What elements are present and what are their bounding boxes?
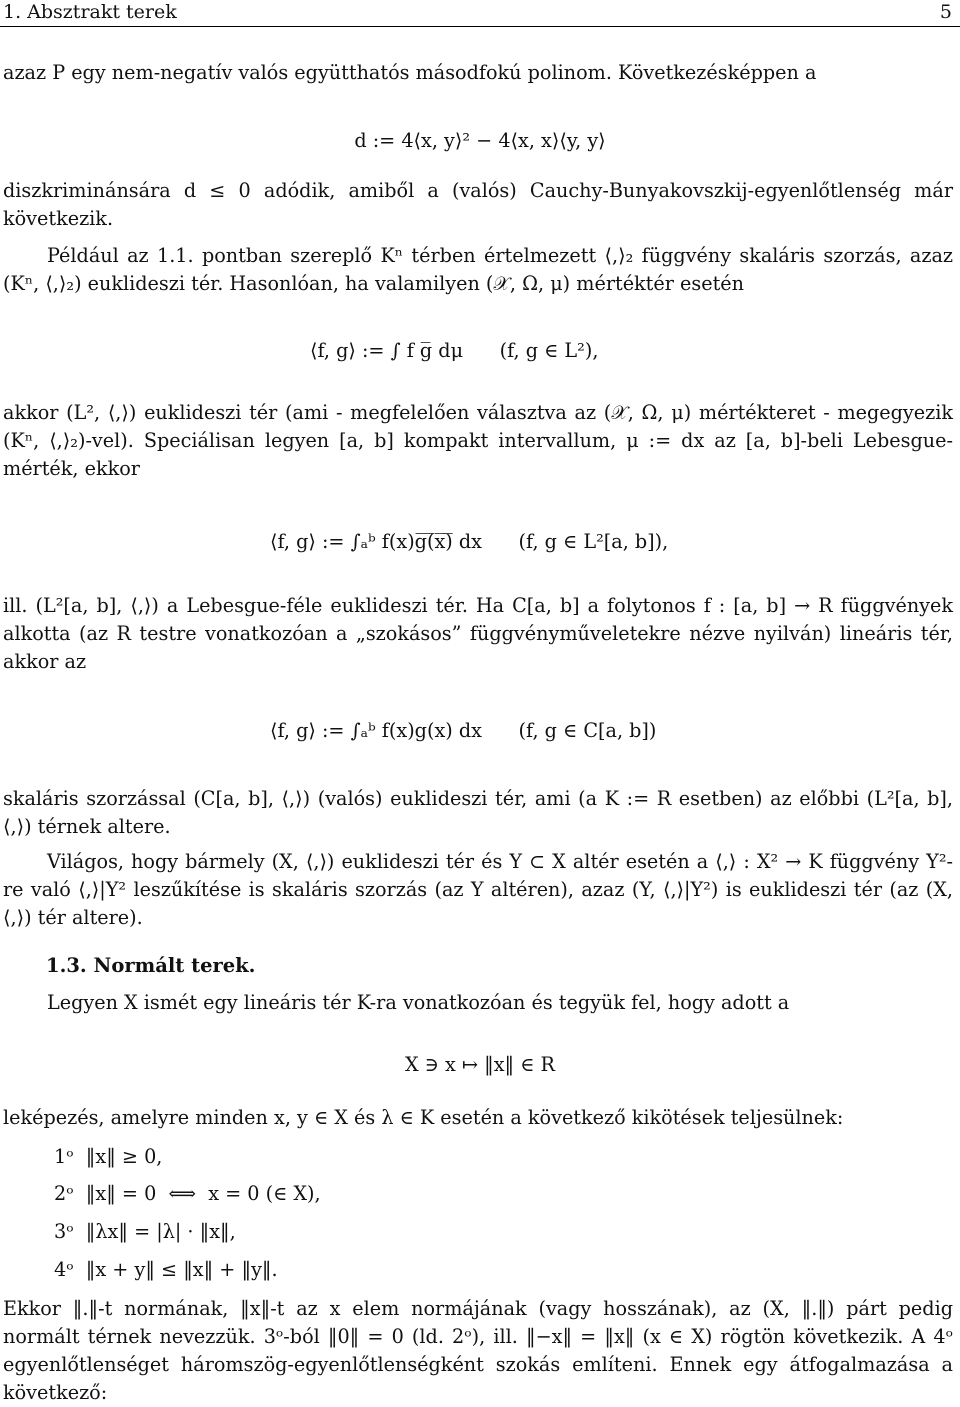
paragraph-5: ill. (L²[a, b], ⟨,⟩) a Lebesgue-féle euklideszi tér. Ha C[a, b] a folytonos f : [a, b] → R függvények alkotta (az R testre vonatkozóan a „szokásos” függvényműveletekre nézve nyilván) lineáris tér, akkor az [3, 594, 953, 673]
paragraph-2: diszkriminánsára d ≤ 0 adódik, amiből a (valós) Cauchy-Bunyakovszkij-egyenlőtlenség már következik. [3, 179, 953, 230]
equation-lebesgue-product: ⟨f, g⟩ := ∫ₐᵇ f(x)g̅(̅x̅)̅ dx (f, g ∈ L²[a, b]), [270, 530, 669, 553]
page-number: 5 [939, 1, 952, 23]
paragraph-3: Például az 1.1. pontban szereplő Kⁿ térben értelmezett ⟨,⟩₂ függvény skaláris szorzás, azaz (Kⁿ, ⟨,⟩₂) euklideszi tér. Hasonlóan, ha valamilyen (𝒳, Ω, μ) mértéktér esetén [3, 244, 953, 295]
paragraph-4: akkor (L², ⟨,⟩) euklideszi tér (ami - megfelelően választva az (𝒳, Ω, μ) mértékteret - megegyezik (Kⁿ, ⟨,⟩₂)-vel). Speciálisan legyen [a, b] kompakt intervallum, μ := dx az [a, b]-beli Lebesgue-mérték, ekkor [3, 401, 953, 480]
section-title: 1.3. Normált terek. [46, 954, 256, 977]
norm-axiom-2: 2ᵒ ‖x‖ = 0 ⟺ x = 0 (∈ X), [54, 1182, 321, 1205]
norm-axiom-3: 3ᵒ ‖λx‖ = |λ| · ‖x‖, [54, 1220, 236, 1243]
paragraph-7: Világos, hogy bármely (X, ⟨,⟩) euklideszi tér és Y ⊂ X altér esetén a ⟨,⟩ : X² → K függvény Y²-re való ⟨,⟩|Y² leszűkítése is skaláris szorzás (az Y altéren), azaz (Y, ⟨,⟩|Y²) is euklideszi tér (az (X, ⟨,⟩) tér altere). [3, 850, 953, 929]
paragraph-10: Ekkor ‖.‖-t normának, ‖x‖-t az x elem normájának (vagy hosszának), az (X, ‖.‖) párt pedig normált térnek nevezzük. 3ᵒ-ból ‖0‖ = 0 (ld. 2ᵒ), ill. ‖−x‖ = ‖x‖ (x ∈ X) rögtön következik. A 4ᵒ egyenlőtlenséget háromszög-egyenlőtlenségként szokás említeni. Ennek egy átfogalmazása a következő: [3, 1297, 953, 1404]
equation-l2-product: ⟨f, g⟩ := ∫ f g̅ dμ (f, g ∈ L²), [310, 339, 599, 362]
paragraph-1: azaz P egy nem-negatív valós együtthatós másodfokú polinom. Következésképpen a [3, 61, 817, 84]
equation-norm-map: X ∋ x ↦ ‖x‖ ∈ R [404, 1053, 555, 1076]
norm-axiom-1: 1ᵒ ‖x‖ ≥ 0, [54, 1145, 163, 1168]
paragraph-6: skaláris szorzással (C[a, b], ⟨,⟩) (valós) euklideszi tér, ami (a K := R esetben) az előbbi (L²[a, b], ⟨,⟩) térnek altere. [3, 787, 953, 838]
equation-continuous-product: ⟨f, g⟩ := ∫ₐᵇ f(x)g(x) dx (f, g ∈ C[a, b]) [270, 719, 657, 742]
header-rule [0, 26, 960, 27]
equation-discriminant: d := 4⟨x, y⟩² − 4⟨x, x⟩⟨y, y⟩ [354, 129, 606, 152]
paragraph-8: Legyen X ismét egy lineáris tér K-ra vonatkozóan és tegyük fel, hogy adott a [47, 991, 790, 1014]
norm-axiom-4: 4ᵒ ‖x + y‖ ≤ ‖x‖ + ‖y‖. [54, 1258, 278, 1281]
running-title: 1. Absztrakt terek [3, 1, 177, 23]
paragraph-9: leképezés, amelyre minden x, y ∈ X és λ ∈ K esetén a következő kikötések teljesülnek: [3, 1106, 844, 1129]
